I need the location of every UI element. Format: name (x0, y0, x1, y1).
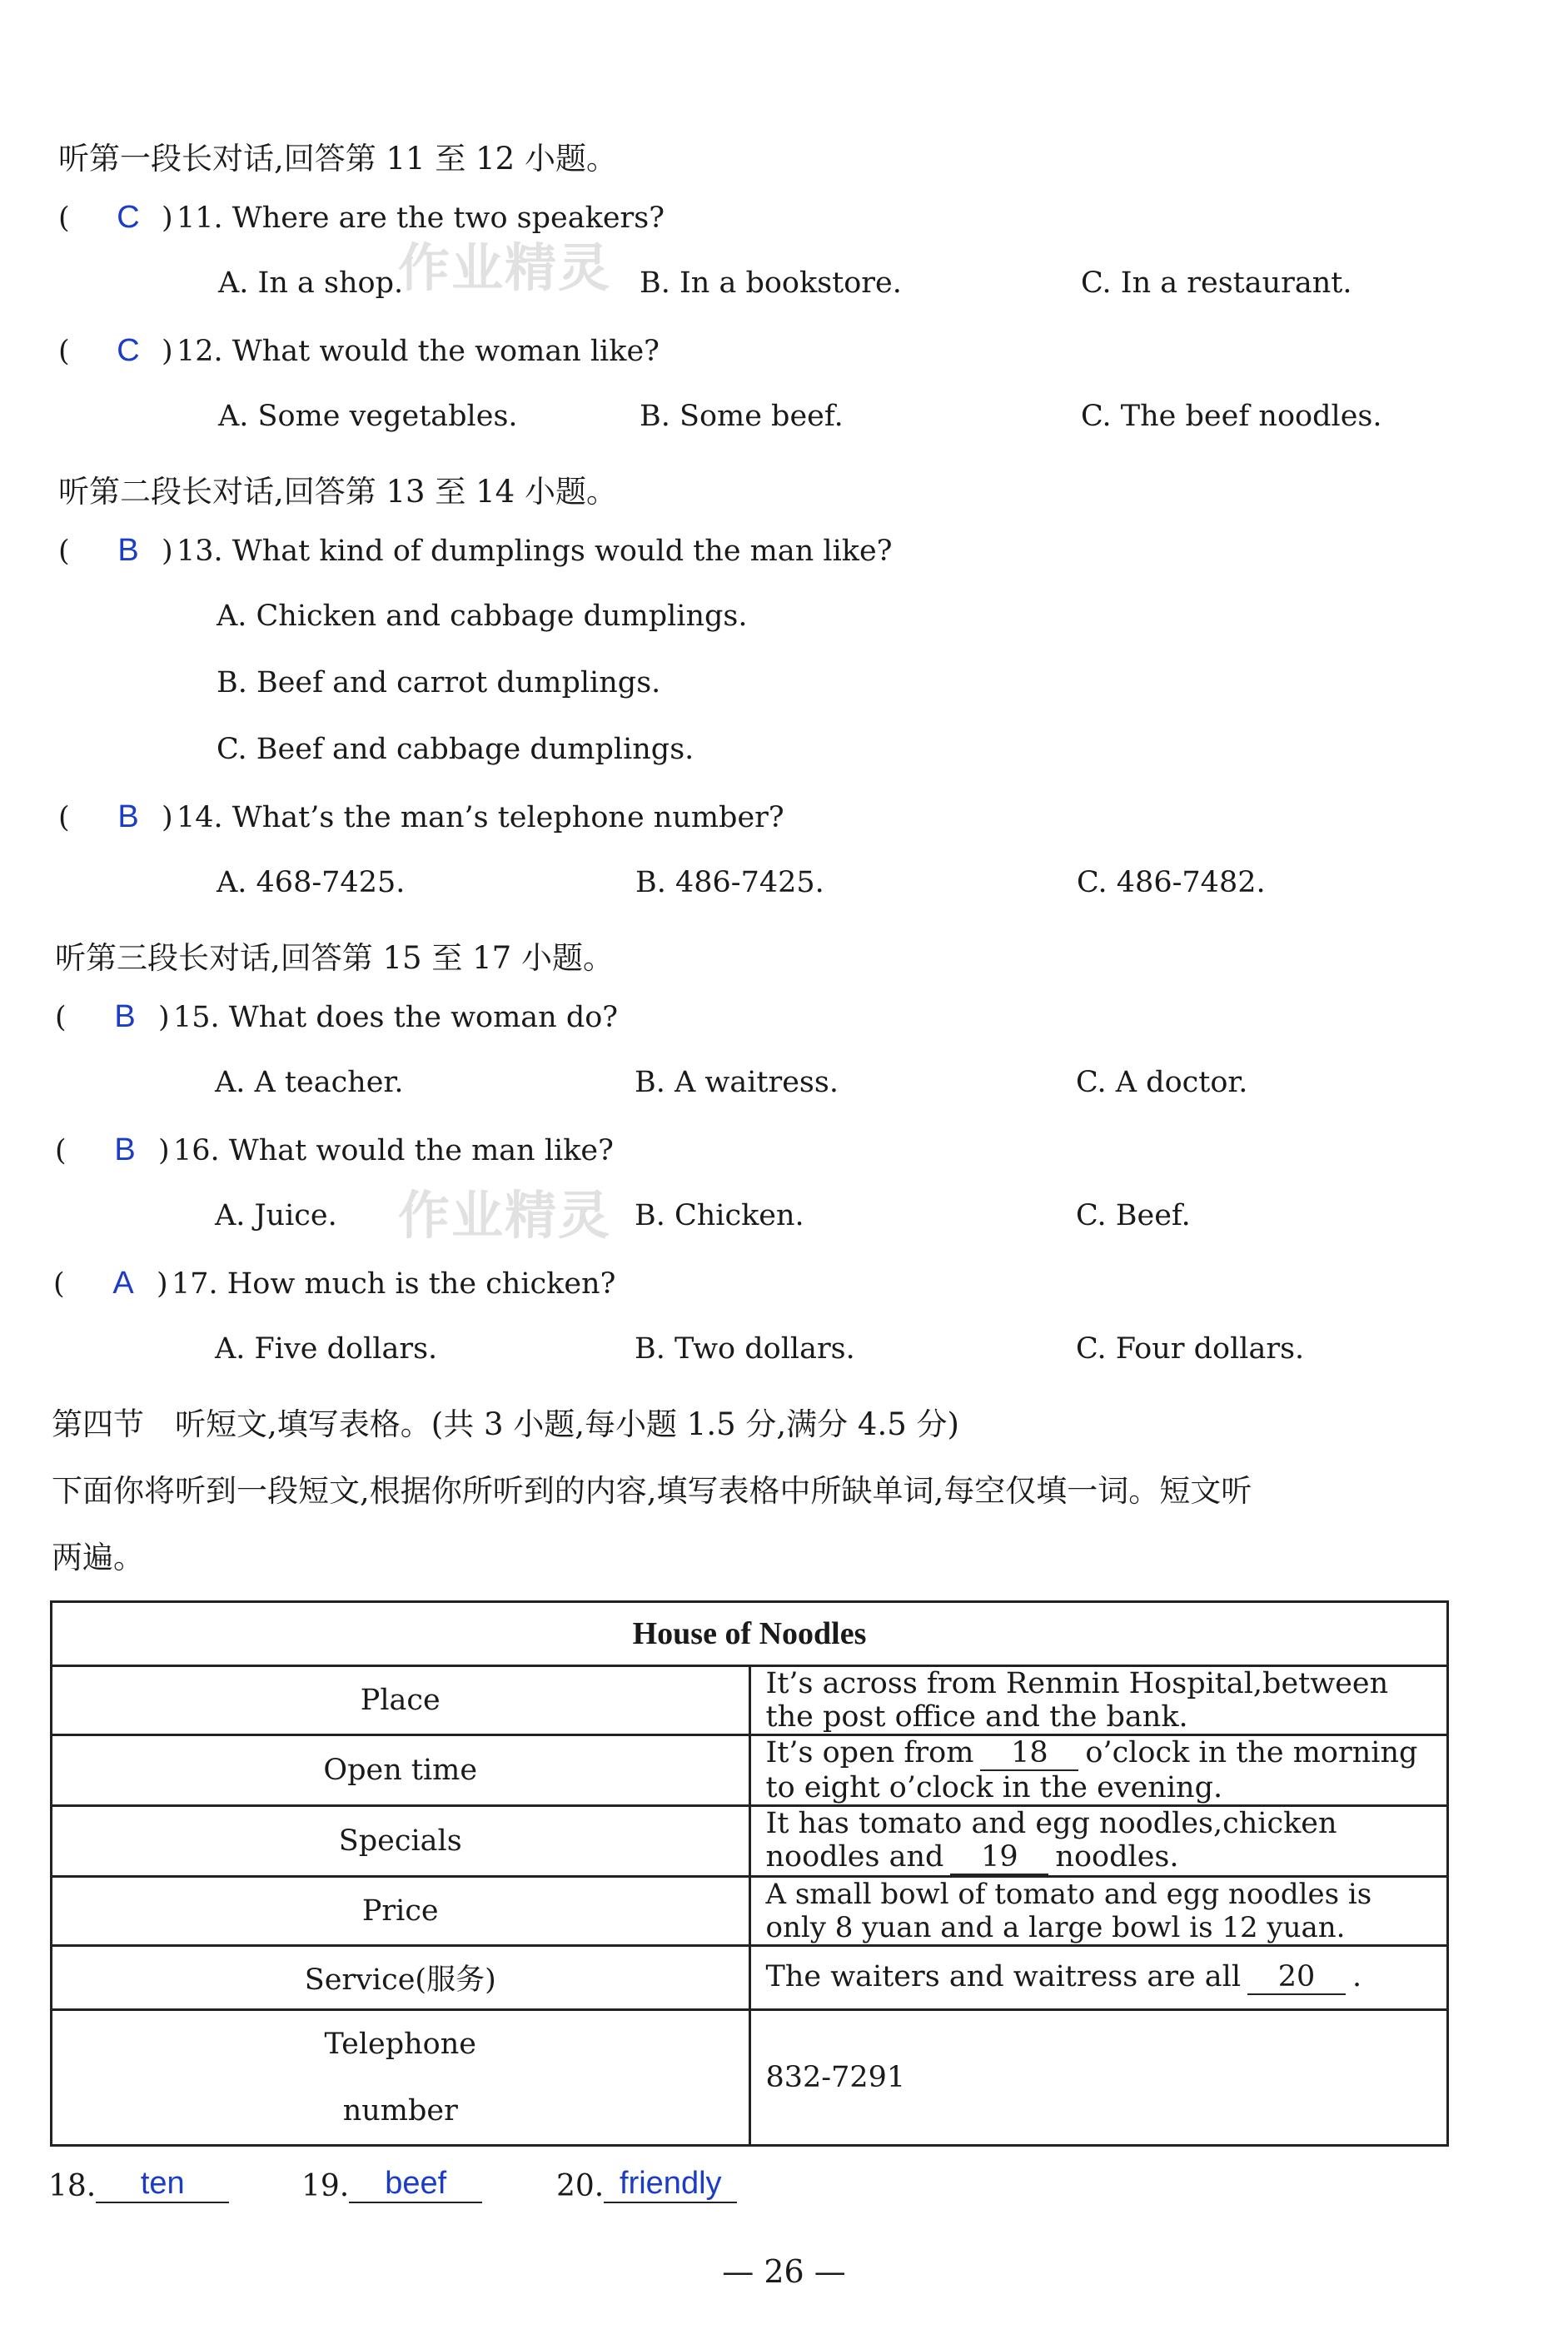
option-a: A. Some vegetables. (218, 400, 518, 433)
answer-number: 20. (556, 2169, 605, 2203)
option-a: A. In a shop. (218, 266, 404, 300)
paren-open: ( (55, 1001, 67, 1034)
question-text: 14. What’s the man’s telephone number? (177, 801, 784, 834)
paren-open: ( (58, 202, 70, 235)
text-segment: The waiters and waitress are all (765, 1960, 1242, 1993)
text-segment: It’s open from (765, 1736, 974, 1769)
paren-open: ( (58, 535, 70, 568)
paren-close: ) (162, 801, 173, 834)
text-segment: noodles. (1055, 1840, 1179, 1874)
answer-mark: C (117, 200, 140, 235)
table-row (52, 2010, 1448, 2146)
table-row (52, 1946, 1448, 2010)
blank-19: 19 (950, 1840, 1048, 1875)
row-value (749, 1735, 1448, 1806)
answer-number: 19. (301, 2169, 350, 2203)
paren-close: ) (158, 1001, 170, 1034)
paren-close: ) (158, 1134, 170, 1167)
paren-open: ( (58, 335, 70, 368)
question-text: 11. Where are the two speakers? (177, 202, 665, 235)
question-text: 16. What would the man like? (173, 1134, 614, 1167)
paren-close: ) (162, 335, 173, 368)
question-15 (55, 999, 618, 1035)
question-text: 13. What kind of dumplings would the man like? (177, 535, 893, 568)
option-b: B. In a bookstore. (640, 266, 902, 300)
row-label: Service(服务) (52, 1946, 750, 2010)
option-b: B. Some beef. (640, 400, 844, 433)
question-16 (55, 1132, 614, 1168)
option-b: B. Chicken. (635, 1199, 804, 1232)
table-title: House of Noodles (52, 1602, 1448, 1666)
row-label: Open time (52, 1735, 750, 1806)
option-b: B. Two dollars. (635, 1332, 855, 1366)
paren-open: ( (53, 1267, 65, 1301)
answer-mark: B (114, 999, 136, 1034)
row-value (749, 1806, 1448, 1877)
answer-fill: ten (96, 2165, 229, 2203)
label-line: number (342, 2094, 458, 2127)
text-segment: . (1352, 1960, 1362, 1993)
option-a: A. Five dollars. (215, 1332, 438, 1366)
row-label: Place (52, 1666, 750, 1735)
row-label (52, 2010, 750, 2146)
paren-open: ( (58, 801, 70, 834)
option-c: C. In a restaurant. (1081, 266, 1352, 300)
question-12 (58, 333, 660, 369)
option-c: C. Four dollars. (1076, 1332, 1305, 1366)
paren-open: ( (55, 1134, 67, 1167)
paren-close: ) (162, 535, 173, 568)
table-row (52, 1735, 1448, 1806)
option-b: B. 486-7425. (635, 866, 824, 899)
answer-mark: B (114, 1132, 136, 1167)
section-heading-4: 第四节 听短文,填写表格。(共 3 小题,每小题 1.5 分,满分 4.5 分) (52, 1406, 959, 1442)
table-row (52, 1666, 1448, 1735)
answer-19 (301, 2165, 482, 2203)
section-4-instructions-line1: 下面你将听到一段短文,根据你所听到的内容,填写表格中所缺单词,每空仅填一词。短文听 (52, 1473, 1252, 1509)
option-c: C. Beef. (1076, 1199, 1191, 1232)
answer-mark: C (117, 333, 140, 368)
answer-number: 18. (48, 2169, 97, 2203)
blank-20: 20 (1247, 1960, 1346, 1995)
blank-18: 18 (980, 1736, 1078, 1771)
row-value: It’s across from Renmin Hospital,between the post office and the bank. (749, 1666, 1448, 1735)
option-a: A. Chicken and cabbage dumplings. (217, 600, 748, 633)
row-value: 832-7291 (749, 2010, 1448, 2146)
row-value (749, 1946, 1448, 2010)
option-c: C. Beef and cabbage dumplings. (217, 733, 694, 766)
watermark-logo: 作业精灵 (398, 237, 612, 298)
question-text: 15. What does the woman do? (173, 1001, 619, 1034)
question-13 (58, 533, 892, 569)
question-17 (53, 1266, 615, 1301)
question-text: 12. What would the woman like? (177, 335, 660, 368)
option-a: A. Juice. (215, 1199, 337, 1232)
option-c: C. The beef noodles. (1081, 400, 1382, 433)
option-a: A. A teacher. (215, 1066, 404, 1099)
page-number: — 26 — (722, 2253, 846, 2290)
info-table (50, 1600, 1449, 2147)
answer-fill: friendly (604, 2165, 737, 2203)
table-row (52, 1877, 1448, 1946)
row-label: Price (52, 1877, 750, 1946)
text-segment: It has tomato and egg noodles,chicken noodles and (765, 1807, 1337, 1874)
section-4-instructions-line2: 两遍。 (52, 1540, 144, 1575)
answer-mark: B (117, 799, 139, 834)
section-heading-2: 听第二段长对话,回答第 13 至 14 小题。 (58, 474, 617, 510)
answer-mark: A (112, 1266, 134, 1301)
paren-close: ) (162, 202, 173, 235)
question-text: 17. How much is the chicken? (172, 1267, 616, 1301)
text-segment: o’clock in the morning to eight o’clock in the evening. (765, 1736, 1418, 1804)
option-a: A. 468-7425. (217, 866, 406, 899)
table-row (52, 1806, 1448, 1877)
option-c: C. A doctor. (1076, 1066, 1248, 1099)
answer-fill: beef (349, 2165, 482, 2203)
answer-mark: B (117, 533, 139, 568)
section-heading-3: 听第三段长对话,回答第 15 至 17 小题。 (55, 940, 614, 976)
row-value: A small bowl of tomato and egg noodles is only 8 yuan and a large bowl is 12 yuan. (749, 1877, 1448, 1946)
option-b: B. Beef and carrot dumplings. (217, 666, 661, 699)
answer-20 (556, 2165, 737, 2203)
paren-close: ) (157, 1267, 168, 1301)
question-14 (58, 799, 784, 835)
label-line: Telephone (324, 2028, 477, 2061)
answer-18 (48, 2165, 229, 2203)
row-label: Specials (52, 1806, 750, 1877)
watermark-logo: 作业精灵 (398, 1185, 612, 1246)
option-c: C. 486-7482. (1077, 866, 1266, 899)
section-heading-1: 听第一段长对话,回答第 11 至 12 小题。 (58, 141, 617, 177)
option-b: B. A waitress. (635, 1066, 839, 1099)
